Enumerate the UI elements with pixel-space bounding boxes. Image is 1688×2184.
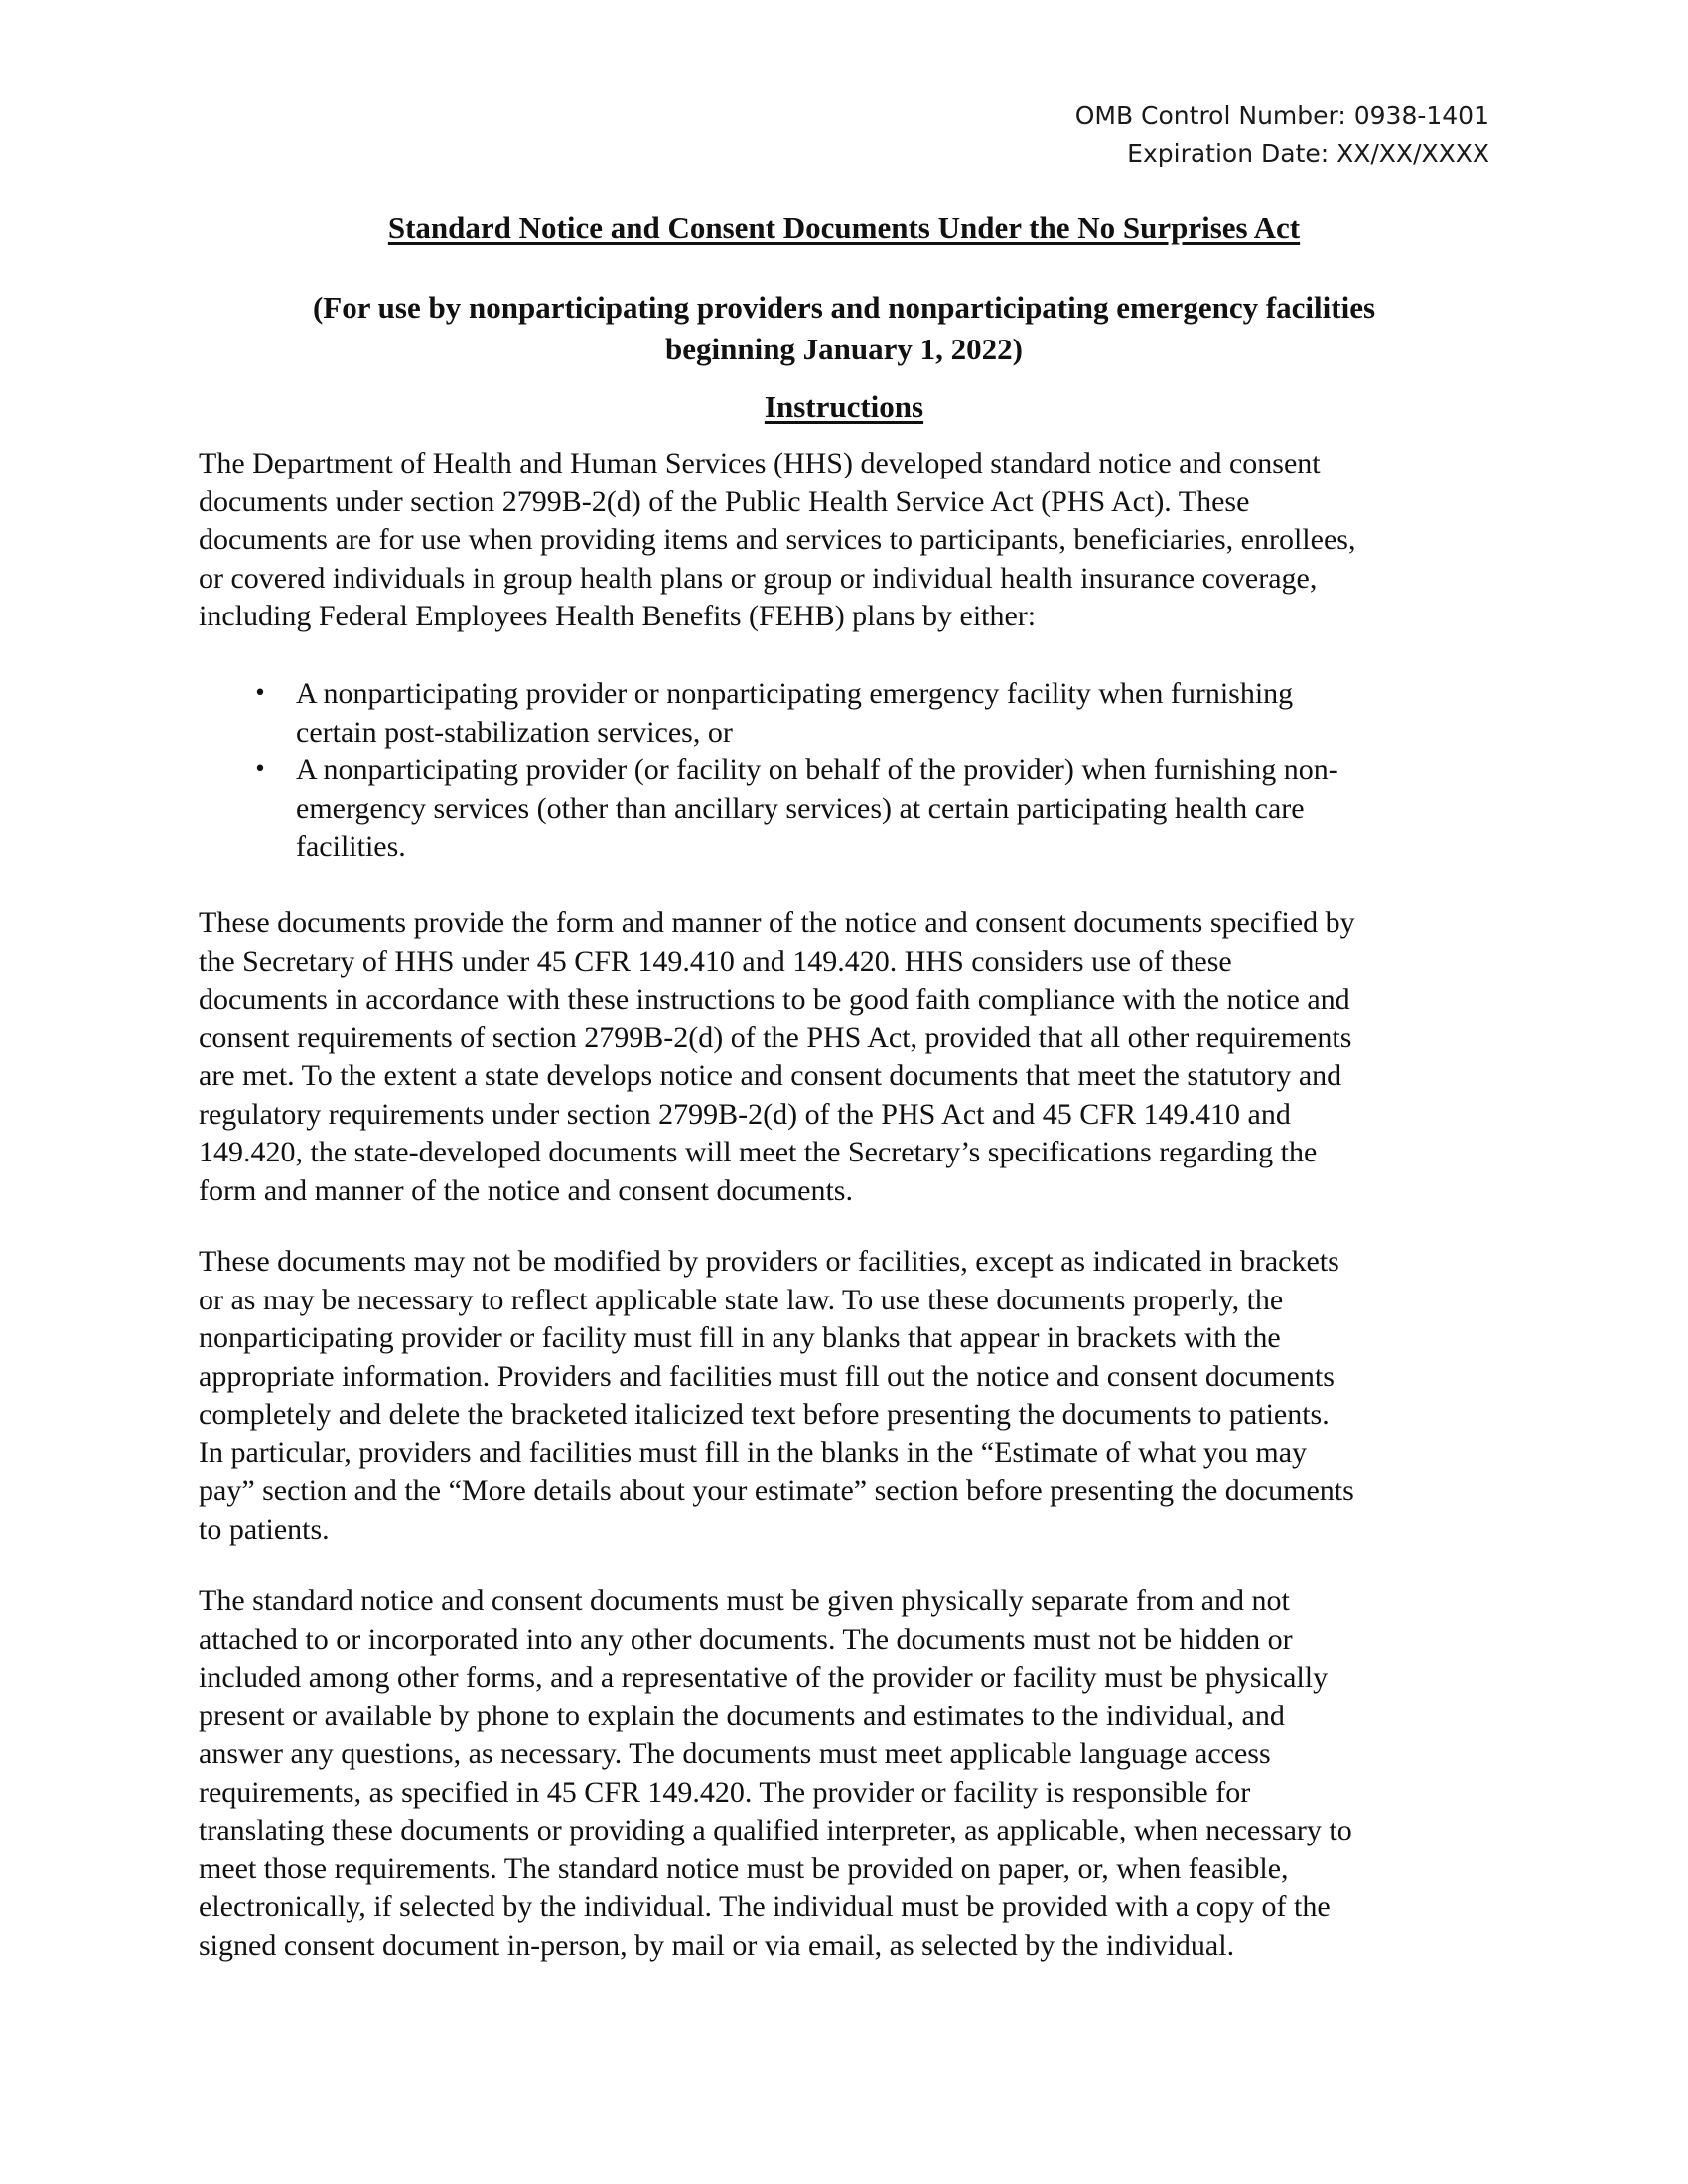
text-line: emergency services (other than ancillary services) at certain participating health care bbox=[296, 791, 1305, 825]
bullet-dot-icon: • bbox=[253, 681, 267, 706]
text-line: consent requirements of section 2799B-2(d) of the PHS Act, provided that all other requirements bbox=[199, 1021, 1352, 1054]
text-line: electronically, if selected by the individual. The individual must be provided with a copy of the bbox=[199, 1890, 1331, 1923]
text-line: present or available by phone to explain the documents and estimates to the individual, and bbox=[199, 1699, 1285, 1732]
text-line: In particular, providers and facilities must fill in the blanks in the “Estimate of what you may bbox=[199, 1435, 1308, 1469]
paragraph-delivery bbox=[199, 1582, 1489, 1965]
paragraph-modification bbox=[199, 1243, 1489, 1549]
bullet-dot-icon: • bbox=[253, 757, 267, 782]
text-line: to patients. bbox=[199, 1512, 330, 1546]
text-line: The Department of Health and Human Services (HHS) developed standard notice and consent bbox=[199, 447, 1321, 479]
text-line: the Secretary of HHS under 45 CFR 149.410 and 149.420. HHS considers use of these bbox=[199, 944, 1232, 978]
expiration-date: Expiration Date: XX/XX/XXXX bbox=[1127, 139, 1489, 168]
text-line: translating these documents or providing a qualified interpreter, as applicable, when necessary to bbox=[199, 1814, 1352, 1846]
text-line: are met. To the extent a state develops notice and consent documents that meet the statutory and bbox=[199, 1059, 1342, 1092]
text-line: The standard notice and consent documents must be given physically separate from and not bbox=[199, 1584, 1290, 1617]
subtitle-line: beginning January 1, 2022) bbox=[664, 332, 1023, 366]
text-line: nonparticipating provider or facility must fill in any blanks that appear in brackets with the bbox=[199, 1321, 1281, 1354]
subtitle-line: (For use by nonparticipating providers and nonparticipating emergency facilities bbox=[312, 290, 1376, 325]
text-line: including Federal Employees Health Benefits (FEHB) plans by either: bbox=[199, 600, 1037, 632]
text-line: requirements, as specified in 45 CFR 149.420. The provider or facility is responsible for bbox=[199, 1775, 1251, 1809]
document-title: Standard Notice and Consent Documents Under the No Surprises Act bbox=[387, 210, 1301, 245]
text-line: These documents provide the form and manner of the notice and consent documents specified by bbox=[199, 906, 1355, 939]
text-line: meet those requirements. The standard notice must be provided on paper, or, when feasible, bbox=[199, 1851, 1289, 1885]
text-line: facilities. bbox=[296, 830, 406, 863]
text-line: certain post-stabilization services, or bbox=[296, 715, 733, 749]
text-line: or as may be necessary to reflect applicable state law. To use these documents properly, the bbox=[199, 1283, 1284, 1316]
text-line: answer any questions, as necessary. The documents must meet applicable language access bbox=[199, 1737, 1271, 1770]
section-heading-instructions: Instructions bbox=[764, 389, 924, 424]
text-line: or covered individuals in group health plans or group or individual health insurance coverage, bbox=[199, 561, 1318, 595]
text-line: documents under section 2799B-2(d) of the Public Health Service Act (PHS Act). These bbox=[199, 484, 1250, 518]
text-line: included among other forms, and a representative of the provider or facility must be physically bbox=[199, 1661, 1329, 1694]
text-line: completely and delete the bracketed italicized text before presenting the documents to patients. bbox=[199, 1398, 1330, 1431]
omb-control-number: OMB Control Number: 0938-1401 bbox=[1074, 101, 1489, 130]
text-line: A nonparticipating provider or nonparticipating emergency facility when furnishing bbox=[296, 677, 1294, 710]
paragraph-form-and-manner bbox=[199, 904, 1489, 1210]
text-line: pay” section and the “More details about your estimate” section before presenting the documents bbox=[199, 1474, 1354, 1507]
bullet-item bbox=[199, 675, 1489, 751]
document-subtitle bbox=[199, 287, 1489, 370]
bullet-item bbox=[199, 751, 1489, 867]
text-line: attached to or incorporated into any other documents. The documents must not be hidden or bbox=[199, 1622, 1293, 1656]
text-line: documents are for use when providing items and services to participants, beneficiaries, enrollees, bbox=[199, 523, 1356, 556]
paragraph-intro bbox=[199, 445, 1489, 636]
text-line: These documents may not be modified by providers or facilities, except as indicated in brackets bbox=[199, 1245, 1339, 1278]
text-line: 149.420, the state-developed documents will meet the Secretary’s specifications regarding the bbox=[199, 1136, 1318, 1168]
text-line: regulatory requirements under section 2799B-2(d) of the PHS Act and 45 CFR 149.410 and bbox=[199, 1097, 1291, 1131]
text-line: signed consent document in-person, by mail or via email, as selected by the individual. bbox=[199, 1928, 1235, 1962]
text-line: A nonparticipating provider (or facility on behalf of the provider) when furnishing non- bbox=[296, 753, 1338, 786]
text-line: appropriate information. Providers and facilities must fill out the notice and consent documents bbox=[199, 1359, 1335, 1393]
text-line: form and manner of the notice and consent documents. bbox=[199, 1173, 853, 1207]
text-line: documents in accordance with these instructions to be good faith compliance with the notice and bbox=[199, 983, 1350, 1016]
omb-header bbox=[1075, 97, 1489, 173]
bullet-list bbox=[199, 675, 1489, 867]
